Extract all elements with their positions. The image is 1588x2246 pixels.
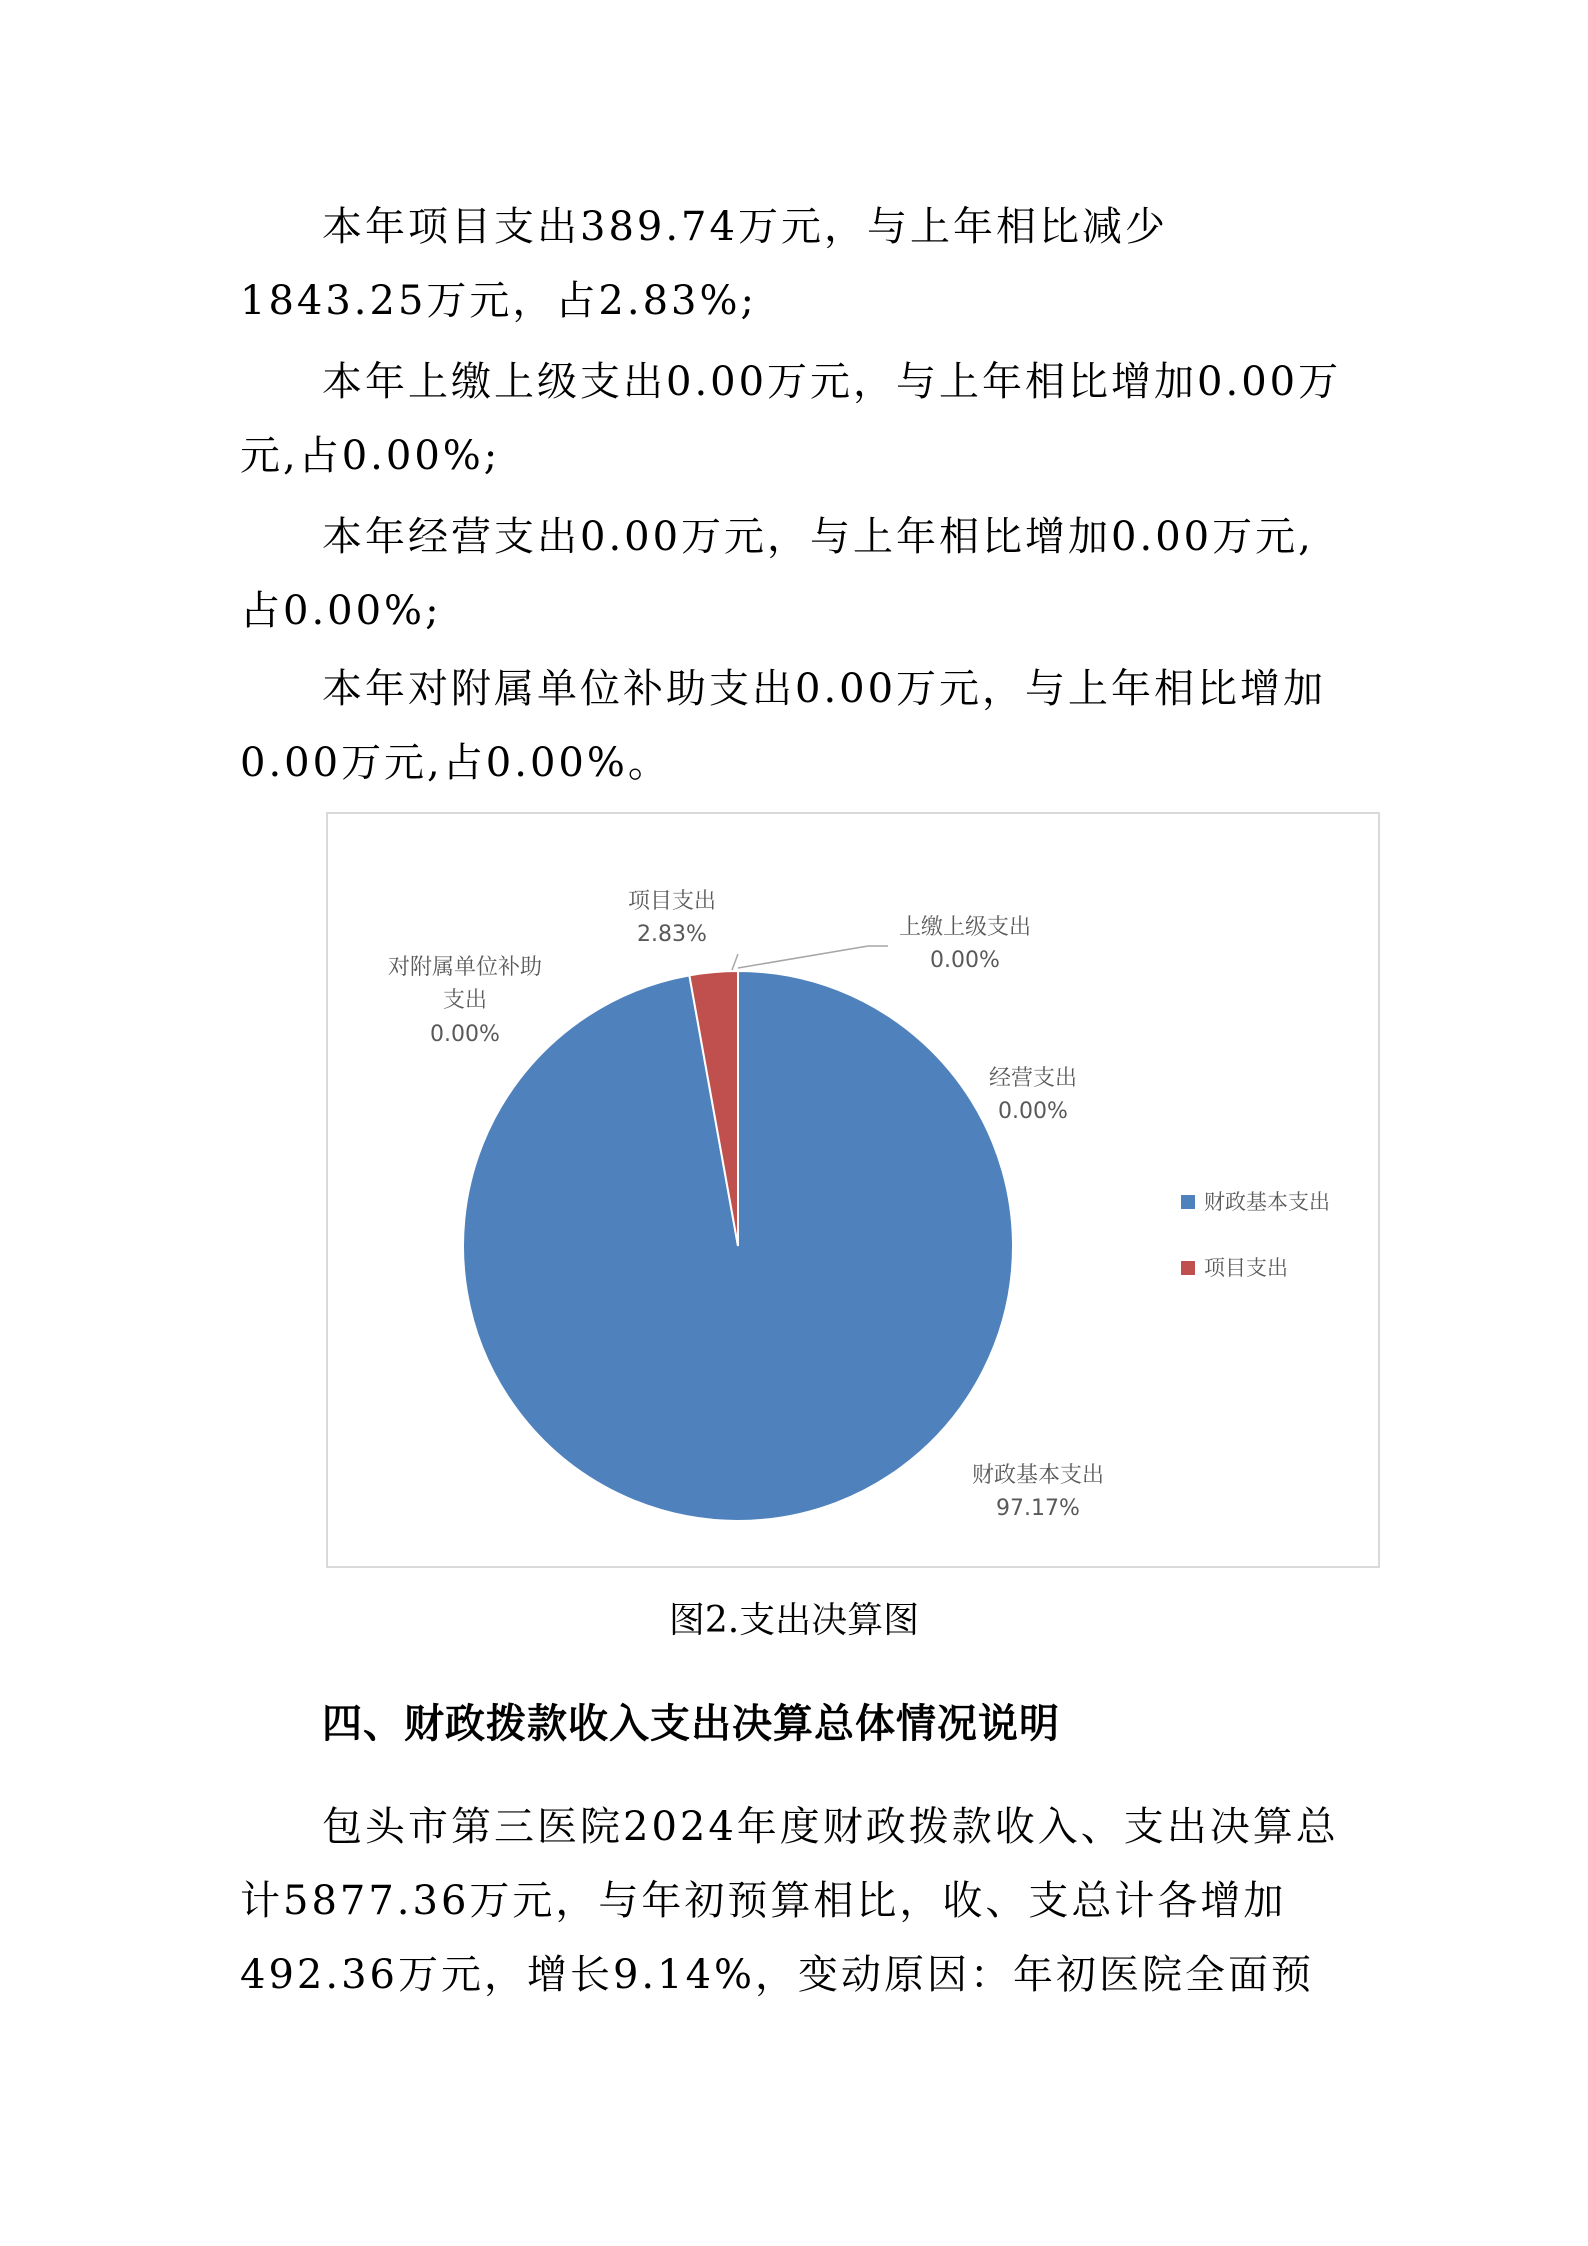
legend-swatch-basic <box>1181 1195 1195 1209</box>
label-project-pct: 2.83% <box>637 922 707 947</box>
section-heading: 四、财政拨款收入支出决算总体情况说明 <box>322 1701 1060 1747</box>
paragraph-fiscal-summary: 包头市第三医院2024年度财政拨款收入、支出决算总计5877.36万元，与年初预算相比，收、支总计各增加492.36万元，增长9.14%，变动原因：年初医院全面预 <box>240 1804 1339 1998</box>
label-subsidy-name-line2: 支出 <box>442 988 488 1013</box>
pie-chart-svg <box>328 814 1378 1566</box>
leader-line-upper <box>738 946 868 968</box>
paragraph-project-expense: 本年项目支出389.74万元，与上年相比减少1843.25万元，占2.83%; <box>240 204 1168 324</box>
figure-caption: 图2.支出决算图 <box>668 1600 920 1641</box>
label-upper-name: 上缴上级支出 <box>898 915 1032 940</box>
legend-label-project: 项目支出 <box>1204 1256 1288 1280</box>
label-upper-pct: 0.00% <box>930 948 1000 973</box>
paragraph-upper-payment: 本年上缴上级支出0.00万元，与上年相比增加0.00万元,占0.00%; <box>240 359 1342 479</box>
label-basic-name: 财政基本支出 <box>971 1463 1105 1488</box>
label-business-name: 经营支出 <box>988 1066 1078 1091</box>
legend-swatch-project <box>1181 1261 1195 1275</box>
label-project-name: 项目支出 <box>627 889 717 914</box>
leader-line-project <box>732 954 738 970</box>
label-business-pct: 0.00% <box>998 1099 1068 1124</box>
paragraph-subsidy-expense: 本年对附属单位补助支出0.00万元，与上年相比增加0.00万元,占0.00%。 <box>240 666 1327 786</box>
legend-label-basic: 财政基本支出 <box>1204 1190 1330 1214</box>
paragraph-business-expense: 本年经营支出0.00万元，与上年相比增加0.00万元,占0.00%; <box>240 514 1314 634</box>
label-subsidy-name-line1: 对附属单位补助 <box>387 955 543 980</box>
label-basic-pct: 97.17% <box>996 1496 1080 1521</box>
label-subsidy-pct: 0.00% <box>430 1022 500 1047</box>
expense-pie-chart <box>326 812 1380 1568</box>
